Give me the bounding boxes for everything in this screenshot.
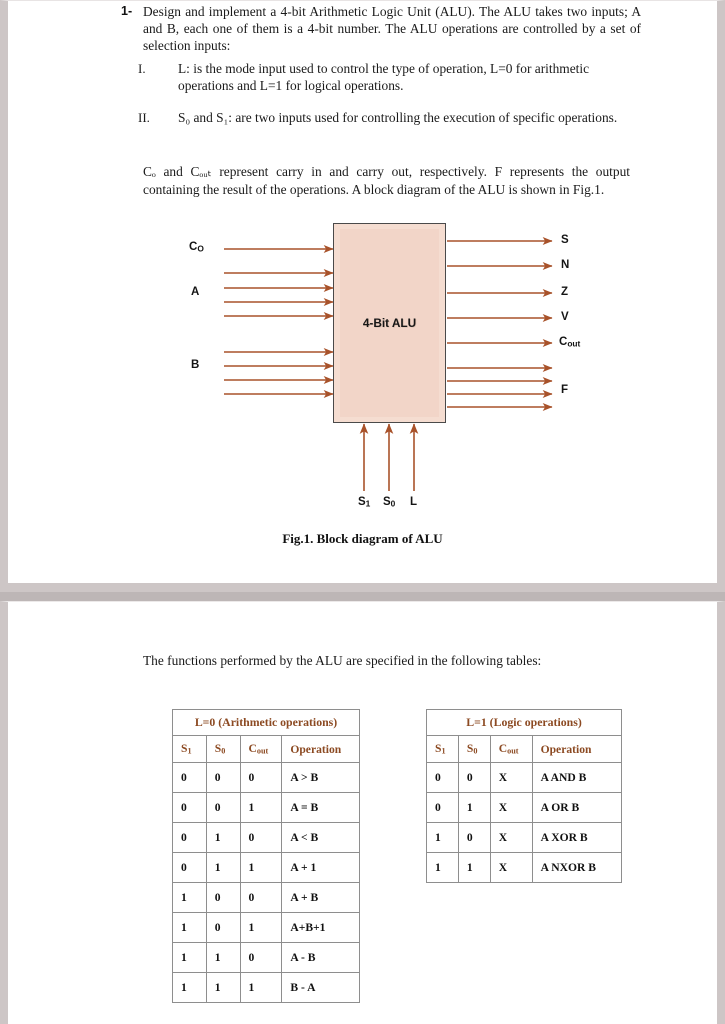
column-header-operation: Operation: [532, 736, 621, 763]
list-item: [138, 60, 638, 94]
page-separator: [0, 592, 725, 601]
cell-operation: A+B+1: [282, 913, 360, 943]
cell-s0: 1: [458, 853, 490, 883]
logic-operations-table: [426, 709, 622, 883]
list-item-marker: I.: [138, 61, 146, 76]
output-label-n: N: [561, 259, 570, 271]
table-row: [173, 823, 360, 853]
list-item: [138, 109, 638, 126]
cell-cout: 0: [240, 763, 282, 793]
table-row: [173, 913, 360, 943]
table-row: [427, 763, 622, 793]
cell-s0: 1: [206, 823, 240, 853]
cell-operation: A NXOR B: [532, 853, 621, 883]
cell-s0: 0: [206, 763, 240, 793]
list-item-marker: II.: [138, 110, 150, 126]
figure-caption: Fig.1. Block diagram of ALU: [282, 531, 443, 546]
cell-s0: 1: [458, 793, 490, 823]
column-header-operation: Operation: [282, 736, 360, 763]
table-row: [173, 763, 360, 793]
output-label-carry-out: Cout: [559, 336, 581, 349]
cell-cout: 1: [240, 973, 282, 1003]
cell-operation: A + B: [282, 883, 360, 913]
question-block: [121, 3, 641, 55]
list-item-text: L: is the mode input used to control the type of operation, L=0 for arithmetic operations and L=1 for logical operations.: [178, 61, 590, 94]
cell-s0: 0: [206, 913, 240, 943]
alu-block-label: 4-Bit ALU: [362, 316, 417, 330]
logic-table-body: [427, 763, 622, 883]
table-caption: L=0 (Arithmetic operations): [173, 710, 360, 736]
cell-s1: 1: [173, 883, 207, 913]
cell-cout: 0: [240, 943, 282, 973]
cell-s0: 1: [206, 943, 240, 973]
carry-description-paragraph: Cₒ and Cₒᵤₜ represent carry in and carry out, respectively. F represents the output containing the result of the operations. A block diagram of the ALU is shown in Fig.1.: [143, 164, 630, 197]
input-label-a: A: [191, 286, 200, 298]
cell-cout: X: [490, 793, 532, 823]
input-label-carry-in: CO: [189, 241, 204, 254]
column-header-s1: S1: [427, 736, 459, 763]
column-header-s1: S1: [173, 736, 207, 763]
cell-operation: A = B: [282, 793, 360, 823]
cell-operation: A XOR B: [532, 823, 621, 853]
cell-s1: 1: [173, 943, 207, 973]
cell-s0: 1: [206, 973, 240, 1003]
table-row: [173, 793, 360, 823]
cell-s0: 0: [458, 823, 490, 853]
cell-s0: 1: [206, 853, 240, 883]
arithmetic-operations-table: [172, 709, 360, 1003]
output-label-v: V: [561, 311, 569, 323]
cell-s1: 1: [427, 853, 459, 883]
cell-operation: B - A: [282, 973, 360, 1003]
table-header-row: [427, 736, 622, 763]
table-header-row: [173, 736, 360, 763]
cell-cout: X: [490, 853, 532, 883]
cell-operation: A AND B: [532, 763, 621, 793]
cell-s1: 1: [427, 823, 459, 853]
output-label-f: F: [561, 384, 569, 396]
cell-s1: 0: [173, 853, 207, 883]
output-label-z: Z: [561, 286, 569, 298]
cell-s1: 1: [173, 913, 207, 943]
table-row: [173, 973, 360, 1003]
table-row: [427, 853, 622, 883]
column-header-s0: S0: [206, 736, 240, 763]
cell-s0: 0: [458, 763, 490, 793]
cell-s1: 0: [427, 763, 459, 793]
question-number: 1-: [121, 4, 133, 18]
control-label-s0: S0: [383, 496, 396, 509]
table-row: [173, 883, 360, 913]
cell-s1: 0: [173, 793, 207, 823]
cell-s1: 0: [173, 823, 207, 853]
tables-intro-text: The functions performed by the ALU are specified in the following tables:: [143, 653, 542, 668]
cell-operation: A > B: [282, 763, 360, 793]
cell-operation: A + 1: [282, 853, 360, 883]
table-row: [173, 943, 360, 973]
cell-cout: 1: [240, 793, 282, 823]
table-row: [427, 823, 622, 853]
table-caption-row: [427, 710, 622, 736]
cell-operation: A - B: [282, 943, 360, 973]
table-row: [173, 853, 360, 883]
table-caption-row: [173, 710, 360, 736]
cell-s0: 0: [206, 793, 240, 823]
column-header-cout: Cout: [490, 736, 532, 763]
cell-s1: 0: [427, 793, 459, 823]
cell-operation: A OR B: [532, 793, 621, 823]
cell-operation: A < B: [282, 823, 360, 853]
list-item-text: S₀ and S₁: are two inputs used for controlling the execution of specific operations.: [178, 110, 618, 126]
arithmetic-table-body: [173, 763, 360, 1003]
question-text: Design and implement a 4-bit Arithmetic Logic Unit (ALU). The ALU takes two inputs; A and B, each one of them is a 4-bit number. The ALU operations are controlled by a set of selection inputs:: [143, 4, 641, 54]
column-header-cout: Cout: [240, 736, 282, 763]
cell-cout: X: [490, 763, 532, 793]
table-caption: L=1 (Logic operations): [427, 710, 622, 736]
cell-cout: X: [490, 823, 532, 853]
input-label-b: B: [191, 359, 200, 371]
table-row: [427, 793, 622, 823]
cell-s1: 1: [173, 973, 207, 1003]
cell-cout: 1: [240, 853, 282, 883]
control-label-s1: S1: [358, 496, 371, 509]
cell-cout: 1: [240, 913, 282, 943]
cell-s0: 0: [206, 883, 240, 913]
column-header-s0: S0: [458, 736, 490, 763]
output-label-s: S: [561, 234, 569, 246]
cell-s1: 0: [173, 763, 207, 793]
control-label-l: L: [410, 496, 418, 508]
cell-cout: 0: [240, 823, 282, 853]
selection-inputs-list: [138, 60, 638, 142]
cell-cout: 0: [240, 883, 282, 913]
